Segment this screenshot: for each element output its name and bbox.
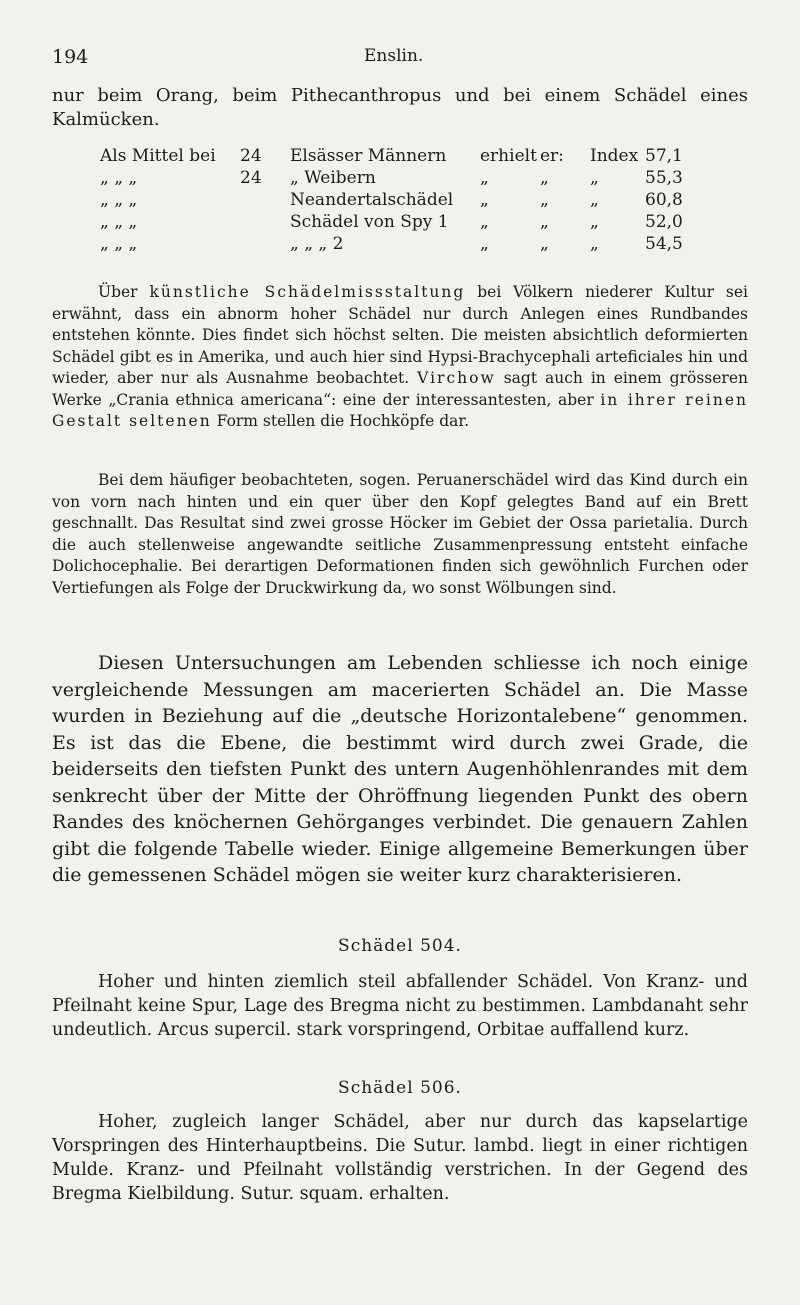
skull-504-paragraph: Hoher und hinten ziemlich steil abfallender Schädel. Von Kranz- und Pfeilnaht keine Spur, Lage des Bregma nicht zu bestimmen. Lambdanaht sehr undeutlich. Arcus supercil. stark vorspringend, Orbitae auffallend kurz. bbox=[52, 972, 748, 1040]
row-prefix: Als Mittel bei bbox=[100, 146, 216, 166]
row-verb: „ bbox=[480, 168, 489, 188]
running-title: Enslin. bbox=[364, 46, 424, 66]
row-prefix: „ „ „ bbox=[100, 168, 138, 188]
table-row bbox=[100, 234, 700, 256]
row-count: 24 bbox=[240, 168, 262, 188]
row-label: „ bbox=[590, 234, 599, 254]
intro-paragraph: nur beim Orang, beim Pithecanthropus und bei einem Schädel eines Kalmücken. bbox=[52, 85, 748, 130]
row-value: 57,1 bbox=[645, 146, 683, 166]
row-value: 55,3 bbox=[645, 168, 683, 188]
row-verb: „ bbox=[480, 212, 489, 232]
index-table bbox=[100, 146, 700, 256]
main-paragraph: Diesen Untersuchungen am Lebenden schliesse ich noch einige vergleichende Messungen am macerierten Schädel an. Die Masse wurden in Beziehung auf die „deutsche Horizontalebene“ genommen. Es ist das die Ebene, die bestimmt wird durch zwei Grade, die beiderseits den tiefsten Punkt des untern Augenhöhlenrandes mit dem senkrecht über der Mitte der Ohröffnung liegenden Punkt des obern Randes des knöchernen Gehörganges verbindet. Die genauern Zahlen gibt die folgende Tabelle wieder. Einige allgemeine Bemerkungen über die gemessenen Schädel mögen sie weiter kurz charakterisieren. bbox=[52, 652, 748, 886]
row-value: 54,5 bbox=[645, 234, 683, 254]
row-label: „ bbox=[590, 190, 599, 210]
row-prefix: „ „ „ bbox=[100, 212, 138, 232]
page-header bbox=[52, 46, 752, 76]
row-label: „ bbox=[590, 212, 599, 232]
table-row bbox=[100, 168, 700, 190]
row-subject: Schädel von Spy 1 bbox=[290, 212, 449, 232]
paragraph-text: sagt auch in einem grösseren Werke „Crania ethnica americana“: eine der interessantesten, aber bbox=[52, 369, 748, 409]
row-prefix: „ „ „ bbox=[100, 234, 138, 254]
table-row bbox=[100, 190, 700, 212]
row-pronoun: „ bbox=[540, 212, 549, 232]
row-verb: erhielt bbox=[480, 146, 537, 166]
row-verb: „ bbox=[480, 190, 489, 210]
peruvian-skull-paragraph: Bei dem häufiger beobachteten, sogen. Peruanerschädel wird das Kind durch ein von vorn nach hinten und ein quer über den Kopf gelegtes Band auf ein Brett geschnallt. Das Resultat sind zwei grosse Höcker im Gebiet der Ossa parietalia. Durch die auch stellenweise angewandte seitliche Zusammenpressung entsteht einfache Dolichocephalie. Bei derartigen Deformationen finden sich gewöhnlich Furchen oder Vertiefungen als Folge der Druckwirkung da, wo sonst Wölbungen sind. bbox=[52, 471, 748, 597]
row-pronoun: er: bbox=[540, 146, 564, 166]
row-subject: „ Weibern bbox=[290, 168, 376, 188]
row-prefix: „ „ „ bbox=[100, 190, 138, 210]
row-value: 60,8 bbox=[645, 190, 683, 210]
table-row bbox=[100, 212, 700, 234]
section-heading-506: Schädel 506. bbox=[338, 1078, 462, 1098]
row-subject: Neandertalschädel bbox=[290, 190, 454, 210]
row-pronoun: „ bbox=[540, 234, 549, 254]
paragraph-lead: Über bbox=[98, 283, 138, 301]
row-pronoun: „ bbox=[540, 190, 549, 210]
row-value: 52,0 bbox=[645, 212, 683, 232]
paragraph-text: Form stellen die Hochköpfe dar. bbox=[216, 412, 470, 430]
table-row bbox=[100, 146, 700, 168]
skull-506-paragraph: Hoher, zugleich langer Schädel, aber nur durch das kapselartige Vorspringen des Hinterhauptbeins. Die Sutur. lambd. liegt in einer richtigen Mulde. Kranz- und Pfeilnaht vollständig verstrichen. In der Gegend des Bregma Kielbildung. Sutur. squam. erhalten. bbox=[52, 1112, 748, 1204]
author-name: Virchow bbox=[417, 369, 496, 387]
row-verb: „ bbox=[480, 234, 489, 254]
row-label: Index bbox=[590, 146, 639, 166]
row-pronoun: „ bbox=[540, 168, 549, 188]
emphasis-text: in ihrer reinen Gestalt seltenen bbox=[52, 390, 748, 430]
section-heading-504: Schädel 504. bbox=[338, 936, 462, 956]
emphasis-text: künstliche Schädelmissstaltung bbox=[149, 283, 466, 301]
paragraph-text: bei Völkern niederer Kultur sei erwähnt, dass ein abnorm hoher Schädel nur durch Anlegen eines Rundbandes entstehen könnte. Dies findet sich höchst selten. Die meisten absichtlich deformierten Schädel gibt es in Amerika, und auch hier sind Hypsi-Brachycephali arteficiales hin und wieder, aber nur als Ausnahme beobachtet. bbox=[52, 283, 748, 387]
row-count: 24 bbox=[240, 146, 262, 166]
page-number: 194 bbox=[52, 46, 89, 68]
row-subject: Elsässer Männern bbox=[290, 146, 447, 166]
skull-deformation-paragraph bbox=[52, 282, 748, 433]
row-subject: „ „ „ 2 bbox=[290, 234, 344, 254]
row-label: „ bbox=[590, 168, 599, 188]
